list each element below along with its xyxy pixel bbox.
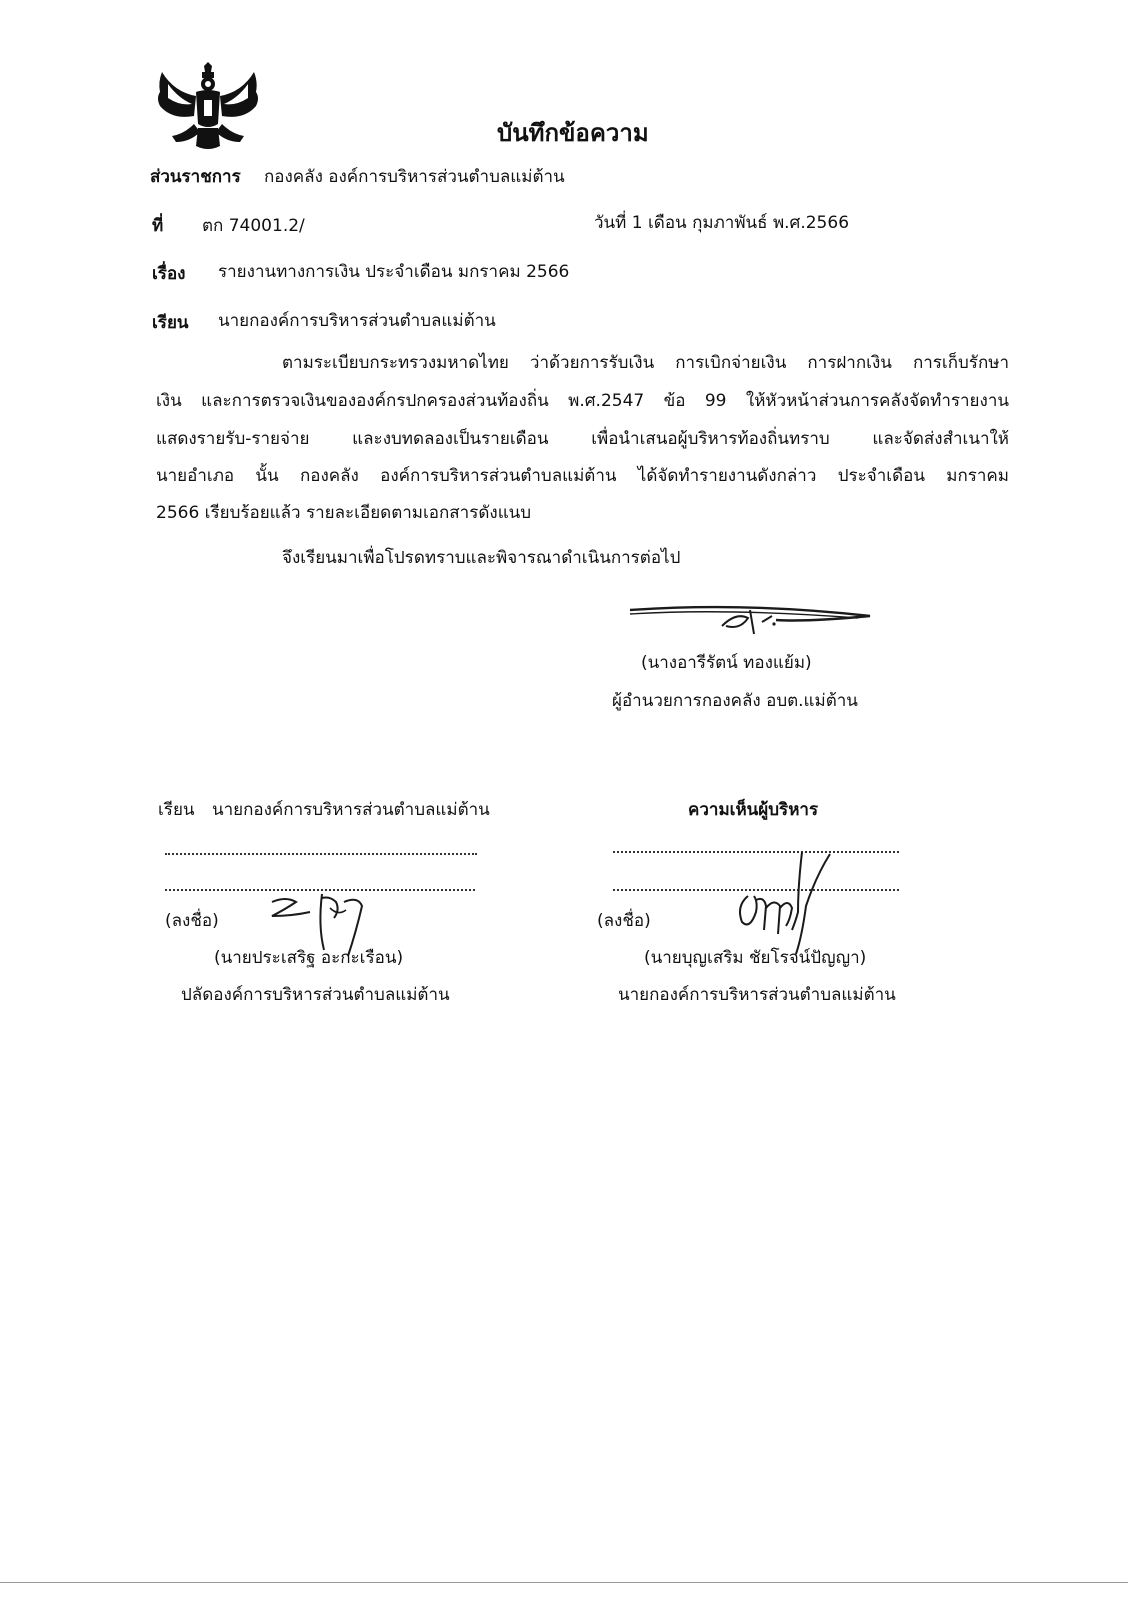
finance-director-position: ผู้อำนวยการกองคลัง อบต.แม่ต้าน: [612, 691, 858, 711]
palad-position: ปลัดองค์การบริหารส่วนตำบลแม่ต้าน: [181, 985, 450, 1005]
body-line-4: นายอำเภอ นั้น กองคลัง องค์การบริหารส่วนตำบลแม่ต้าน ได้จัดทำรายงานดังกล่าว ประจำเดือน มกราคม: [156, 466, 1009, 486]
signature-mayor: [732, 846, 836, 956]
body-line-1: ตามระเบียบกระทรวงมหาดไทย ว่าด้วยการรับเงิน การเบิกจ่ายเงิน การฝากเงิน การเก็บรักษา: [282, 353, 1009, 373]
palad-name: (นายประเสริฐ อะกะเรือน): [214, 948, 404, 968]
ref-label: ที่: [152, 216, 164, 236]
memo-date: วันที่ 1 เดือน กุมภาพันธ์ พ.ศ.2566: [594, 213, 850, 233]
closing-line: จึงเรียนมาเพื่อโปรดทราบและพิจารณาดำเนินการต่อไป: [282, 548, 681, 568]
finance-director-name: (นางอารีรัตน์ ทองแย้ม): [641, 653, 812, 673]
body-line-5: 2566 เรียบร้อยแล้ว รายละเอียดตามเอกสารดังแนบ: [156, 503, 532, 523]
mayor-name: (นายบุญเสริม ชัยโรจน์ปัญญา): [644, 948, 867, 968]
to-label: เรียน: [152, 313, 189, 333]
body-line-2: เงิน และการตรวจเงินขององค์กรปกครองส่วนท้องถิ่น พ.ศ.2547 ข้อ 99 ให้หัวหน้าส่วนการคลังจัดทำรายงาน: [156, 391, 1009, 411]
garuda-emblem-icon: [154, 62, 262, 154]
left-to-label: เรียน: [158, 800, 195, 820]
left-to-value: นายกองค์การบริหารส่วนตำบลแม่ต้าน: [212, 800, 490, 820]
left-sign-label: (ลงชื่อ): [165, 911, 219, 931]
left-dotted-line-1: [165, 853, 477, 855]
memo-title: บันทึกข้อความ: [497, 119, 649, 147]
agency-value: กองคลัง องค์การบริหารส่วนตำบลแม่ต้าน: [264, 167, 565, 187]
to-value: นายกองค์การบริหารส่วนตำบลแม่ต้าน: [218, 311, 496, 331]
subject-label: เรื่อง: [152, 264, 186, 284]
mayor-position: นายกองค์การบริหารส่วนตำบลแม่ต้าน: [618, 985, 896, 1005]
right-sign-label: (ลงชื่อ): [597, 911, 651, 931]
executive-opinion-heading: ความเห็นผู้บริหาร: [688, 800, 819, 820]
ref-value: ตก 74001.2/: [202, 216, 305, 236]
signature-finance-director: [626, 600, 876, 640]
subject-value: รายงานทางการเงิน ประจำเดือน มกราคม 2566: [218, 262, 570, 282]
body-line-3: แสดงรายรับ-รายจ่าย และงบทดลองเป็นรายเดือน เพื่อนำเสนอผู้บริหารท้องถิ่นทราบ และจัดส่งสำเนาให้: [156, 429, 1009, 449]
scan-bottom-edge: [0, 1582, 1128, 1583]
agency-label: ส่วนราชการ: [150, 167, 241, 187]
